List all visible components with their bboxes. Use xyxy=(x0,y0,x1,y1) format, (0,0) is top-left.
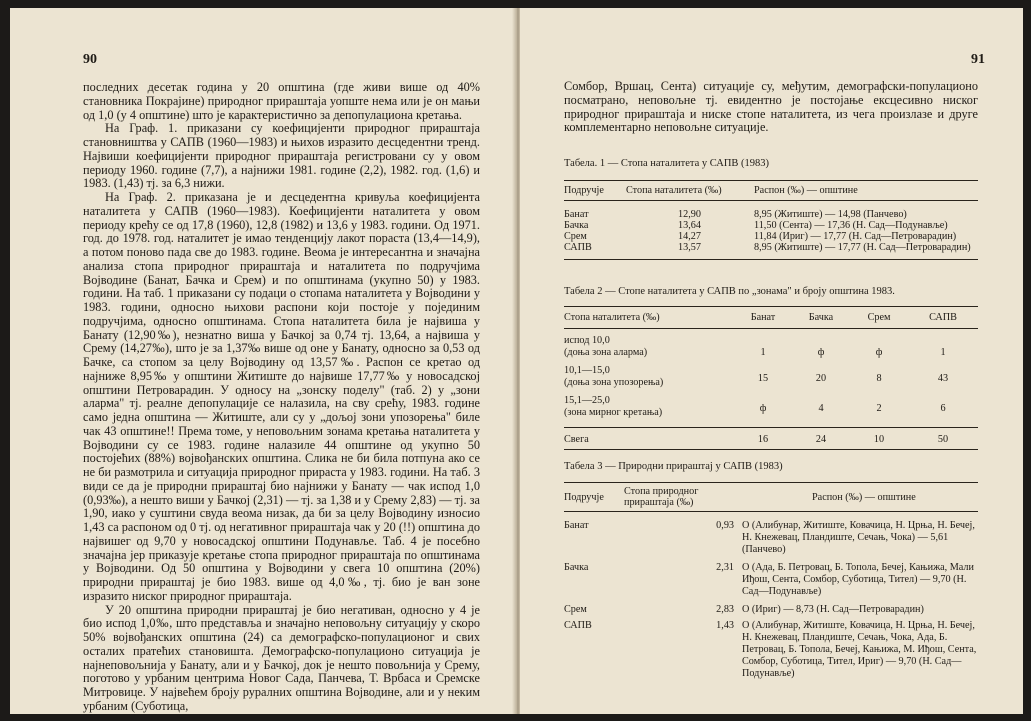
table1-header: Подручје xyxy=(564,185,604,196)
cell: 12,90 xyxy=(678,208,701,220)
cell: Срем xyxy=(564,604,587,615)
cell: 24 xyxy=(815,434,827,445)
cell: 13,57 xyxy=(678,241,701,253)
cell: 15,1—25,0 xyxy=(564,395,610,406)
cell: 43 xyxy=(937,373,949,384)
table-row xyxy=(564,428,978,450)
cell: Бачка xyxy=(564,562,589,573)
cell: САПВ xyxy=(564,620,592,631)
table3-caption: Табела 3 — Природни прираштај у САПВ (1983) xyxy=(564,461,783,472)
cell: 8,95 (Житиште) — 17,77 (Н. Сад—Петроварадин) xyxy=(754,241,971,253)
paragraph: последних десетак година у 20 општина (где живи више од 40% становника Покрајине) природног прираштаја уопште нема или је он мањи од 1,0 (у 4 општине) што је карактеристично за депопулационa кретања. xyxy=(83,80,480,122)
cell: Банат xyxy=(564,520,589,531)
cell: O (Алибунар, Житиште, Ковачица, Н. Црња, Н. Бечеј, Н. Кнежевац, Пландиште, Сечањ, Чока, Ада, Б. Петровац, Б. Топола, Бечеј, Кањижа, М. Иђош, Сента, Сомбор, Суботица, Тител, Ириг) — 9,70 (Н. Сад—Подунавље) xyxy=(742,620,977,679)
table-row xyxy=(564,209,978,220)
table-row xyxy=(564,242,978,260)
table1-header: Стопа наталитета (‰) xyxy=(626,185,722,196)
table-3 xyxy=(564,482,978,680)
cell: 20 xyxy=(815,373,827,384)
cell: O (Ириг) — 8,73 (Н. Сад—Петроварадин) xyxy=(742,604,924,615)
cell: ф xyxy=(817,347,825,358)
table2-header: САПВ xyxy=(929,312,957,323)
page-number-left: 90 xyxy=(83,52,97,67)
cell: 4 xyxy=(818,403,824,414)
cell: 6 xyxy=(940,403,946,414)
paragraph: Сомбор, Вршац, Сента) ситуације су, међутим, демографски-популационо посматрано, неповољне тј. евидентно је постојање ексцесивно ниског природног прираштаја и ниске стопе наталитета, из чега произлазе и друге комплементарно неповољне ситуације. xyxy=(564,79,978,135)
cell: ф xyxy=(875,347,883,358)
right-intro-text xyxy=(564,80,978,135)
table3-header: Стопа природног прираштаја (‰) xyxy=(624,486,699,508)
cell: (доња зона упозорења) xyxy=(564,377,664,388)
table-1 xyxy=(564,180,978,260)
table1-header: Распон (‰) — општине xyxy=(754,185,858,196)
cell: 0,93 xyxy=(716,520,734,531)
cell: 10,1—15,0 xyxy=(564,365,610,376)
table2-header: Срем xyxy=(867,312,891,323)
cell: 2,31 xyxy=(716,562,734,573)
left-body-text xyxy=(83,81,480,714)
table-row xyxy=(564,598,978,616)
cell: 8 xyxy=(876,373,882,384)
cell: Свега xyxy=(564,434,589,445)
cell: (зона мирног кретања) xyxy=(564,407,663,418)
table-row xyxy=(564,329,978,360)
cell: испод 10,0 xyxy=(564,335,610,346)
cell: ф xyxy=(759,403,767,414)
table-row xyxy=(564,220,978,231)
paragraph: На Граф. 1. приказани су коефицијенти природног прираштаја становништва у САПВ (1960—1983) и њихов изразито десцедентни тренд. Највиши коефицијенти природног прираштаја регистровани су у овом периоду 1960. године (7,7), а најнижи 1981. године (2,2), 1982. год. (1,6) и 1983. (1,43) тј. за 6,3 нижи. xyxy=(83,121,480,191)
table2-header: Банат xyxy=(750,312,776,323)
table2-header: Стопа наталитета (‰) xyxy=(564,312,660,323)
table-row xyxy=(564,231,978,242)
cell: 15 xyxy=(757,373,769,384)
right-page xyxy=(520,8,1023,714)
cell: Банат xyxy=(564,208,589,220)
table3-header: Подручје xyxy=(564,491,604,503)
cell: O (Алибунар, Житиште, Ковачица, Н. Црња, Н. Бечеј, Н. Кнежевац, Пландиште, Сечањ, Чока) — 5,61 (Панчево) xyxy=(742,520,975,555)
cell: O (Ада, Б. Петровац, Б. Топола, Бечеј, Кањижа, Мали Иђош, Сента, Сомбор, Суботица, Тител) — 9,70 (Н. Сад—Подунавље) xyxy=(742,562,974,597)
left-page xyxy=(10,8,516,714)
paragraph: На Граф. 2. приказана је и десцедентна кривуља коефицијента наталитета у САПВ (1960—1983). Коефицијенти наталитета у овом периоду крећу се од 17,8 (1960), 12,8 (1982) и 13,6 у 1983. години. Од 1971. год. до 1978. год. наталитет је имао тенденцију лакот пораста (13,4—14,9), а потом поново пада све до 1983. године. Веома је интересантна и значајна анализа стопа природног прираштаја и наталитета по подручјима Војводине (Банат, Бачка и Срем) и по општинама (укупно 50) у 1983. години. На таб. 1 приказани су подаци о стопама наталитета у Војводини у 1983. години, односно њихови распони који постоје у појединим подручјима, односно општинама. Стопа наталитета била је највиша у Банату (12,90‰), незнатно виша у Бачкој за 0,74 тј. 13,64, а највиша у Срему (14,27‰), што је за 1,37‰ више од оне у Банату, односно за 0,53 од Бачке, са стопом за целу Војводину од 13,57‰. Распон се кретао од најниже 8,95‰ у општини Житиште до највише 17,77‰ у новосадској општини Петроварадин. У односу на „зонску поделу" (таб. 2) у „зони аларма" тј. реалне депопулације се налазила, на сву срећу, 1983. године само једна општина — Житиште, али су у „дољој зони упозорења" биле чак 43 општине!! Према томе, у неповољним зонама кретања наталитета у Војводини су се 1983. године налазиле 44 општине од укупно 50 постојећих (88%) војвођанских општина. Слика не би била потпуна ако се не би размотрила и ситуација природног прираста у 1983. години. На таб. 3 види се да је природни прираштај био најнижи у Банату — чак испод 1,0 (0,93‰), а нешто виши у Бачкој (2,31) — тј. за 1,38 и у Срему 2,83) — тј. за 1,90, иако у суштини свуда веома низак, да би за целу Војводину износио 1,43 са распоном од 0 тј. од негативног прираштаја чак у 20 (!!) општина до највишег од 9,70 у новосадској општини Подунавље. Таб. 4 је посебно значајна јер приказује кретање стопа природног прираштаја по општинама у Војводини. Од 50 општина у Војводини у свега 10 општина (20%) природни прираштај је био 1983. више од 4,0‰, тј. био је ван зоне изразито ниског природног прираштаја. xyxy=(83,190,480,603)
cell: 50 xyxy=(937,434,949,445)
cell: 1 xyxy=(940,347,946,358)
cell: Бачка xyxy=(564,219,589,231)
table-row xyxy=(564,512,978,557)
cell: 16 xyxy=(757,434,769,445)
cell: 8,95 (Житиште) — 14,98 (Панчево) xyxy=(754,208,907,220)
cell: 14,27 xyxy=(678,230,701,242)
cell: 1,43 xyxy=(716,620,734,631)
table1-caption: Табела. 1 — Стопа наталитета у САПВ (1983) xyxy=(564,158,770,169)
table2-header: Бачка xyxy=(808,312,834,323)
cell: 2 xyxy=(876,403,882,414)
table-row xyxy=(564,556,978,598)
cell: (доња зона аларма) xyxy=(564,347,648,358)
cell: САПВ xyxy=(564,241,592,253)
cell: 10 xyxy=(873,434,885,445)
cell: 13,64 xyxy=(678,219,701,231)
table-row xyxy=(564,389,978,428)
cell: 11,84 (Ириг) — 17,77 (Н. Сад—Петроварадин) xyxy=(754,230,957,242)
table-row xyxy=(564,359,978,389)
cell: Срем xyxy=(564,230,587,242)
table-2 xyxy=(564,306,978,450)
table2-caption: Табела 2 — Стопе наталитета у САПВ по „зонама" и броју општина 1983. xyxy=(564,286,895,297)
table-row xyxy=(564,616,978,680)
cell: 1 xyxy=(760,347,766,358)
cell: 2,83 xyxy=(716,604,734,615)
cell: 11,50 (Сента) — 17,36 (Н. Сад—Подунавље) xyxy=(754,219,948,231)
table3-header: Распон (‰) — општине xyxy=(812,491,916,503)
paragraph: У 20 општина природни прираштај је био негативан, односно у 4 је био испод 1,0‰, што представља и значајно неповољну ситуацију у скоро 50% војвођанских општина (24) са демографско-популационог и свих осталих пратећих становишта. Демографско-популационо ситуација је најнеповољнија у Банату, али и у Бачкој, док је нешто повољнија у Срему, поготово у урбаним центрима Новог Сада, Панчева, Т. Врбаса и Сремске Митровице. У највећем броју руралних општина Војводине, али и у неким урбаним (Суботица, xyxy=(83,602,480,713)
page-number-right: 91 xyxy=(971,52,985,67)
